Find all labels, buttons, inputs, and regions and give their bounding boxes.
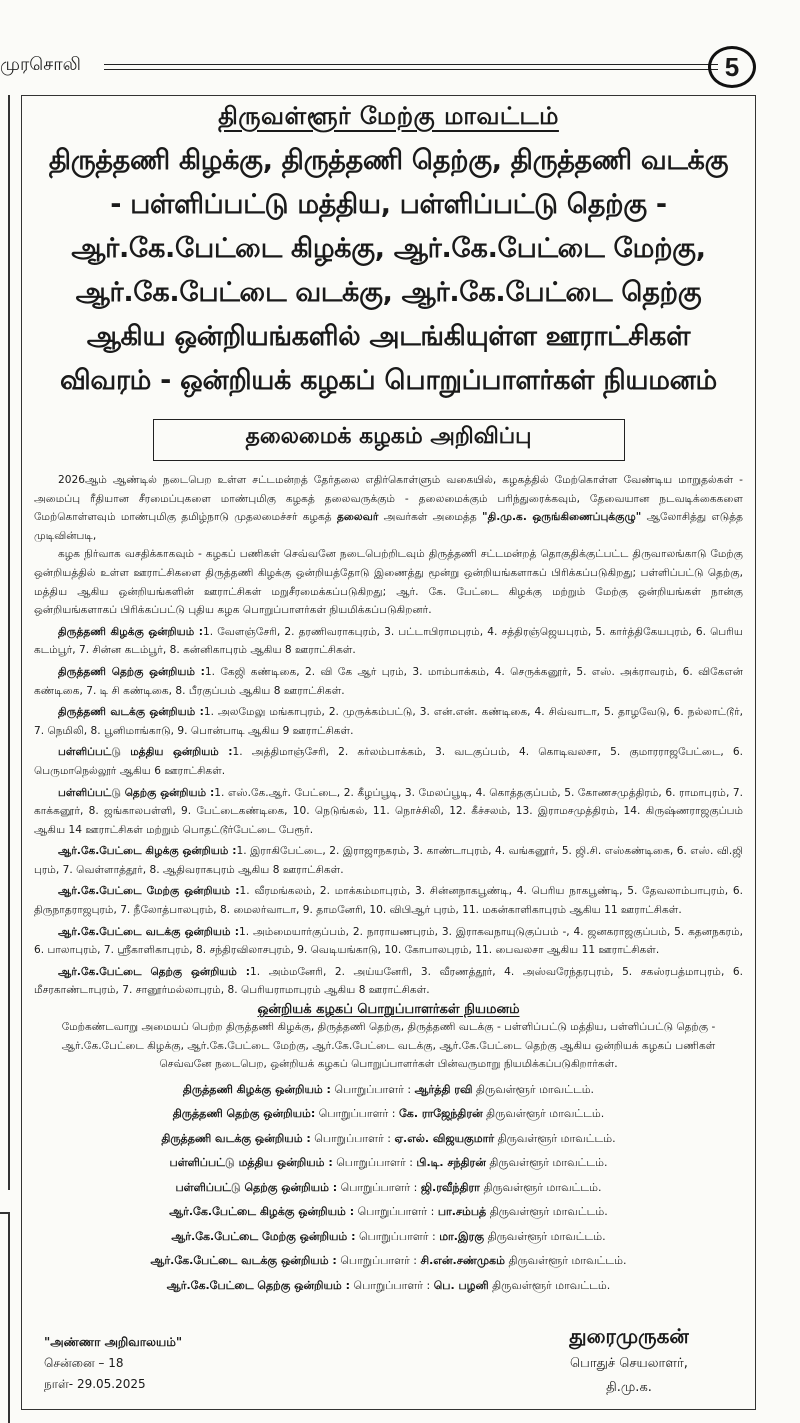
appointment-district: திருவள்ளூர் மாவட்டம். xyxy=(487,1229,606,1243)
adjacent-column-border xyxy=(0,95,10,1190)
appointment-role: பொறுப்பாளர் : xyxy=(340,1254,418,1268)
union-entry xyxy=(34,842,743,879)
appointment-row xyxy=(34,1249,743,1274)
union-name: பள்ளிப்பட்டு மத்திய ஒன்றியம் : xyxy=(58,746,233,759)
appointment-district: திருவள்ளூர் மாவட்டம். xyxy=(486,1107,605,1121)
union-name: ஆர்.கே.பேட்டை தெற்கு ஒன்றியம் : xyxy=(58,965,251,978)
signatory-name: துரைமுருகன் xyxy=(569,1324,689,1348)
appointee-name: பெ. பழனி xyxy=(433,1278,489,1292)
appointment-district: திருவள்ளூர் மாவட்டம். xyxy=(489,1205,608,1219)
appointment-role: பொறுப்பாளர் : xyxy=(353,1278,431,1292)
notice-headline: திருத்தணி கிழக்கு, திருத்தணி தெற்கு, திருத்தணி வடக்கு - பள்ளிப்பட்டு மத்திய, பள்ளிப்பட்டு தெற்கு - ஆர்.கே.பேட்டை கிழக்கு, ஆர்.கே.பேட்டை மேற்கு, ஆர்.கே.பேட்டை வடக்கு, ஆர்.கே.பேட்டை தெற்கு ஆகிய ஒன்றியங்களில் அடங்கியுள்ள ஊராட்சிகள் விவரம் - ஒன்றியக் கழகப் பொறுப்பாளர்கள் நியமனம் xyxy=(48,145,729,396)
district-title: திருவள்ளூர் மேற்கு மாவட்டம் xyxy=(218,102,559,130)
appointment-row xyxy=(34,1274,743,1299)
appointment-row xyxy=(34,1102,743,1127)
committee-name: "தி.மு.க. ஒருங்கிணைப்புக்குழு" xyxy=(482,511,642,524)
union-panchayats: 1. அத்திமாஞ்சேரி, 2. கர்லம்பாக்கம், 3. வடகுப்பம், 4. கொடிவலசா, 5. குமாரராஜபேட்டை, 6. பெருமாநெல்லூர் ஆகிய 6 ஊராட்சிகள். xyxy=(34,746,744,777)
appointee-name: மா.இரகு xyxy=(439,1229,485,1243)
appointee-name: ஆர்த்தி ரவி xyxy=(414,1082,473,1096)
appointments-intro: மேற்கண்டவாறு அமையப் பெற்ற திருத்தணி கிழக்கு, திருத்தணி தெற்கு, திருத்தணி வடக்கு - பள்ளிப்பட்டு மத்திய, பள்ளிப்பட்டு தெற்கு - ஆர்.கே.பேட்டை கிழக்கு, ஆர்.கே.பேட்டை மேற்கு, ஆர்.கே.பேட்டை வடக்கு, ஆர்.கே.பேட்டை தெற்கு ஆகிய ஒன்றியக் கழகப் பணிகள் செவ்வனே நடைபெற, ஒன்றியக் கழகப் பொறுப்பாளர்கள் பின்வருமாறு நியமிக்கப்படுகிறார்கள். xyxy=(61,1021,716,1071)
appointment-role: பொறுப்பாளர் : xyxy=(359,1229,436,1243)
union-entry xyxy=(34,963,743,1000)
appointment-row xyxy=(34,1151,743,1176)
appointee-name: ஜி.ரவீந்திரா xyxy=(420,1180,480,1194)
appointment-union: பள்ளிப்பட்டு தெற்கு ஒன்றியம் : xyxy=(175,1180,338,1194)
union-entry xyxy=(34,623,743,660)
union-panchayats: 1. இராகிபேட்டை, 2. இராஜாநகரம், 3. காண்டாபுரம், 4. வங்கனூர், 5. ஜி.சி. எஸ்கண்டிகை, 6. எஸ். வி.ஜி புரம், 7. வெள்ளாத்தூர், 8. ஆதிவராகபுரம் ஆகிய 8 ஊராட்சிகள். xyxy=(34,845,744,876)
notice-date: நாள்- 29.05.2025 xyxy=(44,1377,146,1391)
union-entry xyxy=(34,784,743,840)
union-entry xyxy=(34,882,743,919)
appointment-district: திருவள்ளூர் மாவட்டம். xyxy=(492,1278,611,1292)
appointment-role: பொறுப்பாளர் : xyxy=(314,1131,391,1145)
office-address xyxy=(44,1332,182,1395)
union-panchayats: 1. அம்மனேரி, 2. அய்யனேரி, 3. வீரணத்தூர், 4. அஸ்வரேந்தரபுரம், 5. சகஸ்ரபத்மாபுரம், 6. மீசரகாண்டாபுரம், 7. சானூர்மல்லாபுரம், 8. பெரியராமாபுரம் ஆகிய 8 ஊராட்சிகள். xyxy=(34,965,743,997)
appointment-row xyxy=(34,1078,743,1103)
appointment-row xyxy=(34,1176,743,1201)
union-panchayats: 1. அலமேலு மங்காபுரம், 2. முருக்கம்பட்டு, 3. என்.என். கண்டிகை, 4. சிவ்வாடா, 5. தாழவேடு, 6. நல்லாட்டூர், 7. நெமிலி, 8. பூனிமாங்காடு, 9. பொன்பாடி ஆகிய 9 ஊராட்சிகள். xyxy=(34,706,743,737)
union-panchayats: 1. கேஜி கண்டிகை, 2. வி கே ஆர் புரம், 3. மாம்பாக்கம், 4. செருக்கனூர், 5. எஸ். அக்ராவரம், 6. விகேஎன் கண்டிகை, 7. டி சி கண்டிகை, 8. பீரகுப்பம் ஆகிய 8 ஊராட்சிகள். xyxy=(34,665,743,697)
appointment-union: திருத்தணி கிழக்கு ஒன்றியம் : xyxy=(182,1082,331,1096)
union-name: ஆர்.கே.பேட்டை மேற்கு ஒன்றியம் : xyxy=(58,885,240,898)
appointee-name: சி.என்.சண்முகம் xyxy=(420,1254,505,1268)
appointment-union: திருத்தணி தெற்கு ஒன்றியம்: xyxy=(172,1107,316,1121)
office-name: "அண்ணா அறிவாலயம்" xyxy=(44,1335,183,1349)
appointment-union: பள்ளிப்பட்டு மத்திய ஒன்றியம் : xyxy=(169,1156,333,1170)
notice-footer xyxy=(34,1324,743,1404)
newspaper-name: முரசொலி xyxy=(0,54,81,75)
union-panchayats: 1. எஸ்.கே.ஆர். பேட்டை, 2. கீழப்பூடி, 3. மேலப்பூடி, 4. கொத்தகுப்பம், 5. கோணசமுத்திரம், 6. ராமாபுரம், 7. காக்கனூர், 8. ஜங்காலபள்ளி, 9. பேட்டைகண்டிகை, 10. நெடுங்கல், 11. நொச்சிலி, 12. கீச்சலம், 13. இராமசமுத்திரம், 14. கிருஷ்ணராஜகுப்பம் ஆகிய 14 ஊராட்சிகள் மற்றும் பொதட்டூர்பேட்டை பேரூர். xyxy=(34,786,743,836)
appointment-role: பொறுப்பாளர் : xyxy=(318,1107,396,1121)
appointee-name: பி.டி. சந்திரன் xyxy=(416,1156,486,1170)
appointment-district: திருவள்ளூர் மாவட்டம். xyxy=(483,1180,602,1194)
appointee-name: பா.சம்பத் xyxy=(437,1205,487,1219)
appointment-union: திருத்தணி வடக்கு ஒன்றியம் : xyxy=(161,1131,311,1145)
union-name: பள்ளிப்பட்டு தெற்கு ஒன்றியம் : xyxy=(58,786,215,799)
announcement-title: தலைமைக் கழகம் அறிவிப்பு xyxy=(153,419,625,461)
intro-text-2: அவர்கள் அமைத்த xyxy=(378,511,483,524)
appointment-district: திருவள்ளூர் மாவட்டம். xyxy=(476,1082,595,1096)
appointment-row xyxy=(34,1225,743,1250)
signatory-title: பொதுச் செயலாளர், xyxy=(570,1356,688,1371)
union-panchayats: 1. வீரமங்கலம், 2. மாக்கம்மாபுரம், 3. சின்னநாகபூண்டி, 4. பெரிய நாகபூண்டி, 5. தேவலாம்பாபுரம், 6. திருநாதராஜபுரம், 7. நீலோத்பாலபுரம், 8. மைலர்வாடா, 9. தாமனேரி, 10. விபிஆர் புரம், 11. மகன்காளிகாபுரம் ஆகிய 11 ஊராட்சிகள். xyxy=(34,885,743,917)
intro-text-3: ஆலோசித்து எடுத்த முடிவின்படி, xyxy=(34,511,743,542)
intro-text: 2026ஆம் ஆண்டில் நடைபெற உள்ள சட்டமன்றத் தேர்தலை எதிர்கொள்ளும் வகையில், கழகத்தில் மேற்கொள்ள வேண்டிய மாறுதல்கள் - அமைப்பு ரீதியான சீரமைப்புகளை மாண்புமிகு கழகத் தலைவருக்கும் - தலைமைக்கும் பரிந்துரைக்கவும், தேவையான நடவடிக்கைகளை மேற்கொள்ளவும் மாண்புமிகு தமிழ்நாடு முதலமைச்சர் கழகத் xyxy=(34,474,743,524)
union-entry xyxy=(34,923,743,960)
union-entry xyxy=(34,663,743,700)
appointment-district: திருவள்ளூர் மாவட்டம். xyxy=(497,1131,616,1145)
appointee-name: கே. ராஜேந்திரன் xyxy=(398,1107,483,1121)
union-name: திருத்தணி கிழக்கு ஒன்றியம் : xyxy=(58,625,203,638)
appointment-union: ஆர்.கே.பேட்டை மேற்கு ஒன்றியம் : xyxy=(171,1229,356,1243)
masthead xyxy=(0,44,800,94)
union-panchayats: 1. வேளஞ்சேரி, 2. தரணிவராகபுரம், 3. பட்டாபிராமபுரம், 4. சத்திரஞ்ஜெயபுரம், 5. கார்த்திகேயபுரம், 6. பெரிய கடம்பூர், 7. சின்ன கடம்பூர், 8. கன்னிகாபுரம் ஆகிய 8 ஊராட்சிகள். xyxy=(34,625,743,657)
reorganisation-paragraph: கழக நிர்வாக வசதிக்காகவும் - கழகப் பணிகள் செவ்வனே நடைபெற்றிடவும் திருத்தணி சட்டமன்றத் தொகுதிக்குட்பட்ட திருவாலங்காடு மேற்கு ஒன்றியத்தில் உள்ள ஊராட்சிகளை திருத்தணி கிழக்கு ஒன்றியத்தோடு இணைத்து மூன்று ஒன்றியங்களாகப் பிரிக்கப்படுகிறது; பள்ளிப்பட்டு தெற்கு, மத்திய ஆகிய ஒன்றியங்களின் ஊராட்சிகள் மறுசீரமைக்கப்படுகிறது; ஆர். கே. பேட்டை கிழக்கு மற்றும் மேற்கு ஒன்றியங்கள் நான்கு ஒன்றியங்களாகப் பிரிக்கப்பட்டு புதிய கழக பொறுப்பாளர்கள் நியமிக்கப்படுகிறனர். xyxy=(34,548,743,617)
masthead-rule xyxy=(104,64,718,70)
appointment-role: பொறுப்பாளர் : xyxy=(334,1082,412,1096)
office-city: சென்னை – 18 xyxy=(44,1356,124,1370)
notice-body xyxy=(34,471,743,1000)
appointments-list xyxy=(34,1078,743,1299)
appointment-union: ஆர்.கே.பேட்டை வடக்கு ஒன்றியம் : xyxy=(150,1254,337,1268)
appointments-heading: ஒன்றியக் கழகப் பொறுப்பாளர்கள் நியமனம் xyxy=(257,1002,520,1018)
appointment-row xyxy=(34,1200,743,1225)
appointment-district: திருவள்ளூர் மாவட்டம். xyxy=(508,1254,627,1268)
appointment-district: திருவள்ளூர் மாவட்டம். xyxy=(489,1156,608,1170)
appointment-row xyxy=(34,1127,743,1152)
signature-block xyxy=(539,1324,719,1399)
union-entry xyxy=(34,743,743,780)
union-panchayats: 1. அம்மையார்குப்பம், 2. நாராயணபுரம், 3. இராகவநாயுடுகுப்பம் -, 4. ஜனகராஜகுப்பம், 5. கதனநகரம், 6. பாலாபுரம், 7. ஸ்ரீகாளிகாபுரம், 8. சந்திரவிலாசபுரம், 9. வெடியங்காடு, 10. கோபாலபுரம், 11. பைவலசா ஆகிய 11 ஊராட்சிகள். xyxy=(34,925,743,957)
appointment-union: ஆர்.கே.பேட்டை தெற்கு ஒன்றியம் : xyxy=(166,1278,351,1292)
union-name: திருத்தணி வடக்கு ஒன்றியம் : xyxy=(58,706,204,719)
union-entry xyxy=(34,703,743,740)
intro-leader: தலைவர் xyxy=(336,511,379,524)
union-name: ஆர்.கே.பேட்டை கிழக்கு ஒன்றியம் : xyxy=(58,845,237,858)
adjacent-column-border-lower xyxy=(0,1212,10,1423)
appointee-name: ஏ.எல். விஜயகுமார் xyxy=(394,1131,495,1145)
union-name: திருத்தணி தெற்கு ஒன்றியம் : xyxy=(58,665,205,678)
appointment-role: பொறுப்பாளர் : xyxy=(336,1156,413,1170)
intro-paragraph xyxy=(34,471,743,545)
page-number-badge: 5 xyxy=(708,46,756,88)
appointment-role: பொறுப்பாளர் : xyxy=(340,1180,418,1194)
union-name: ஆர்.கே.பேட்டை வடக்கு ஒன்றியம் : xyxy=(58,925,239,938)
party-name: தி.மு.க. xyxy=(606,1380,652,1395)
party-notice xyxy=(21,95,756,1410)
appointment-union: ஆர்.கே.பேட்டை கிழக்கு ஒன்றியம் : xyxy=(169,1205,355,1219)
appointment-role: பொறுப்பாளர் : xyxy=(357,1205,435,1219)
